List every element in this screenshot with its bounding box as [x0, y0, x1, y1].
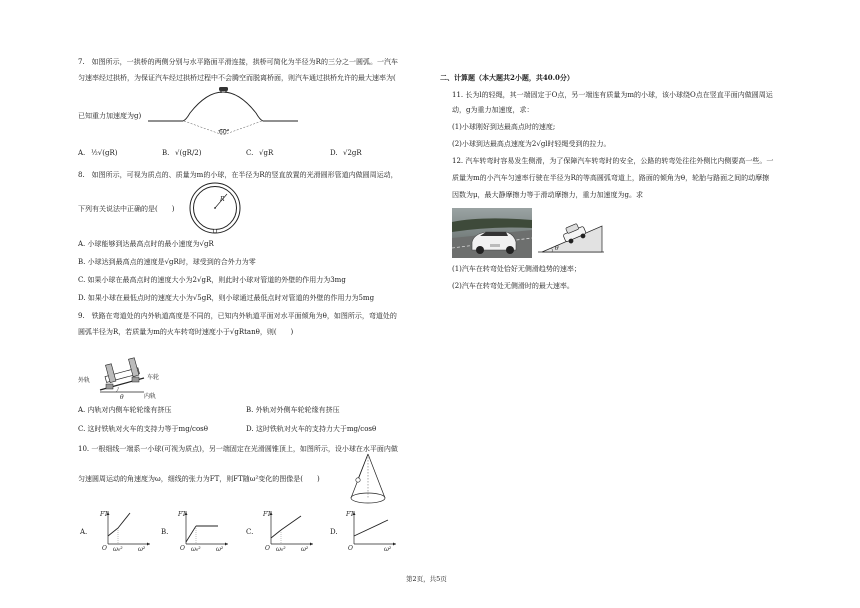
q10-graph-d-x-label: ω²: [384, 546, 392, 553]
q10-graph-a-origin: O: [102, 545, 107, 552]
q9-line2: 圆弧半径为R，若质量为m的火车转弯时速度小于√gRtanθ，则( ): [78, 328, 294, 336]
q7-line2: 匀速率经过拱桥，为保证汽车经过拱桥过程中不会腾空而脱离桥面，则汽车通过拱桥允许的最大速率为(: [78, 74, 396, 82]
q10-graph-a[interactable]: [98, 508, 154, 556]
q12-line1: 12. 汽车转弯时容易发生侧滑，为了保障汽车转弯时的安全，公路的转弯处往往外侧比内侧要高一些。一: [452, 157, 774, 165]
q8-line1: 8. 如图所示，可视为质点的、质量为m的小球，在半径为R的竖直放置的光滑圆形管道内做圆周运动，: [78, 171, 398, 179]
q7-option-a[interactable]: ½√(gR): [91, 149, 118, 157]
q10-graph-c-x0-label: ω₀²: [276, 546, 286, 553]
q10-graph-c-origin: O: [265, 545, 270, 552]
cone-figure: [348, 452, 388, 508]
q9-option-a[interactable]: A. 内轨对内侧车轮轮缘有挤压: [78, 406, 172, 414]
q7-option-d[interactable]: √2gR: [343, 149, 362, 157]
q10-graph-a-x-label: ω²: [138, 546, 146, 553]
section-2-title: 二、计算题（本大题共2小题，共40.0分）: [440, 73, 574, 82]
q12-line4: (1)汽车在转弯处恰好无侧滑趋势的速率；: [452, 265, 581, 273]
q10-line2: 匀速圆周运动的角速度为ω，细线的张力为FT，则FT随ω²变化的图像是( ): [78, 475, 320, 483]
q10-line1: 10. 一根细线一端系一小球(可视为质点)，另一端固定在光滑圆锥顶上，如图所示，设小球在水平面内做: [78, 445, 398, 453]
q7-angle-label: 60°: [219, 129, 230, 136]
q9-line1: 9. 铁路在弯道处的内外轨道高度是不同的，已知内外轨道平面对水平面倾角为θ，如图所示，弯道处的: [78, 312, 397, 320]
q8-radius-label: R: [220, 196, 225, 203]
q10-graph-d-origin: O: [348, 545, 353, 552]
q9-theta-label: θ: [120, 394, 124, 401]
q9-option-d[interactable]: D. 这时铁轨对火车的支持力大于mg/cosθ: [246, 425, 377, 433]
q7-option-d-label[interactable]: D.: [330, 149, 338, 157]
q9-option-c[interactable]: C. 这时铁轨对火车的支持力等于mg/cosθ: [78, 425, 208, 433]
q11-line2: 动，g为重力加速度，求：: [452, 106, 534, 114]
q10-option-a-label[interactable]: A.: [80, 528, 88, 536]
q11-line3: (1)小球刚好到达最高点时的速度;: [452, 123, 556, 131]
circular-tube-figure: [188, 180, 242, 236]
q7-line3: 已知重力加速度为g): [78, 112, 142, 120]
q9-inner-rail-label: 内轨: [144, 393, 157, 400]
q7-option-b-label[interactable]: B.: [162, 149, 170, 157]
q12-line5: (2)汽车在转弯处无侧滑时的最大速率。: [452, 282, 574, 290]
q10-graph-b-y-label: FT: [178, 511, 187, 518]
q10-graph-d[interactable]: [344, 508, 400, 556]
q8-option-a[interactable]: A. 小球能够到达最高点时的最小速度为√gR: [78, 240, 214, 248]
q10-graph-b-x0-label: ω₀²: [191, 546, 201, 553]
q12-line3: 因数为μ，最大静摩擦力等于滑动摩擦力，重力加速度为g。求: [452, 191, 644, 199]
q10-graph-d-y-label: FT: [346, 511, 355, 518]
q10-graph-b-x-label: ω²: [216, 546, 224, 553]
page-number: 第2页，共5页: [406, 575, 447, 583]
q8-option-d[interactable]: D. 如果小球在最低点时的速度大小为√5gR，则小球通过最低点时对管道的外壁的作用力为5mg: [78, 294, 375, 302]
q7-option-c[interactable]: √gR: [259, 149, 274, 157]
q7-line1: 7. 如图所示，一拱桥的两侧分别与水平路面平滑连接，拱桥可简化为半径为R的三分之一圆弧。一汽车: [78, 58, 398, 66]
q7-option-c-label[interactable]: C.: [246, 149, 254, 157]
q10-graph-c-y-label: FT: [263, 511, 272, 518]
car-turning-photo: [452, 208, 532, 258]
q7-option-a-label[interactable]: A.: [78, 149, 86, 157]
q10-option-b-label[interactable]: B.: [161, 528, 169, 536]
q8-option-c[interactable]: C. 如果小球在最高点时的速度大小为2√gR，则此时小球对管道的外壁的作用力为3mg: [78, 276, 346, 284]
q12-theta-label: θ: [555, 245, 559, 252]
q10-graph-c-x-label: ω²: [301, 546, 309, 553]
q11-line1: 11. 长为l的轻绳，其一端固定于O点，另一端连有质量为m的小球，该小球绕O点在竖直平面内做圆周运: [452, 91, 773, 99]
q7-option-b[interactable]: √(gR/2): [175, 149, 202, 157]
q8-line2: 下列有关说法中正确的是( ): [78, 205, 175, 213]
q8-option-b[interactable]: B. 小球达到最高点的速度是√gR时，球受到的合外力为零: [78, 258, 256, 266]
q10-option-d-label[interactable]: D.: [330, 528, 338, 536]
q10-graph-b[interactable]: [176, 508, 232, 556]
q10-graph-b-origin: O: [180, 545, 185, 552]
q9-outer-rail-label: 外轨: [78, 377, 91, 384]
q10-graph-a-y-label: FT: [100, 511, 109, 518]
railway-track-figure: [78, 354, 170, 400]
q10-graph-a-x0-label: ω₀²: [113, 546, 123, 553]
arch-bridge-figure: [148, 83, 298, 137]
q9-option-b[interactable]: B. 外轨对外侧车轮轮缘有挤压: [246, 406, 340, 414]
q11-line4: (2)小球到达最高点速度为2√gl时轻绳受到的拉力。: [452, 140, 611, 148]
q9-wheel-label: 车轮: [147, 374, 160, 381]
banked-road-diagram: [536, 216, 606, 256]
q10-graph-c[interactable]: [261, 508, 317, 556]
q12-line2: 质量为m的小汽车匀速率行驶在半径为R的等高圆弧弯道上，路面的倾角为θ，轮胎与路面之间的动摩擦: [452, 174, 770, 182]
q10-option-c-label[interactable]: C.: [246, 528, 254, 536]
